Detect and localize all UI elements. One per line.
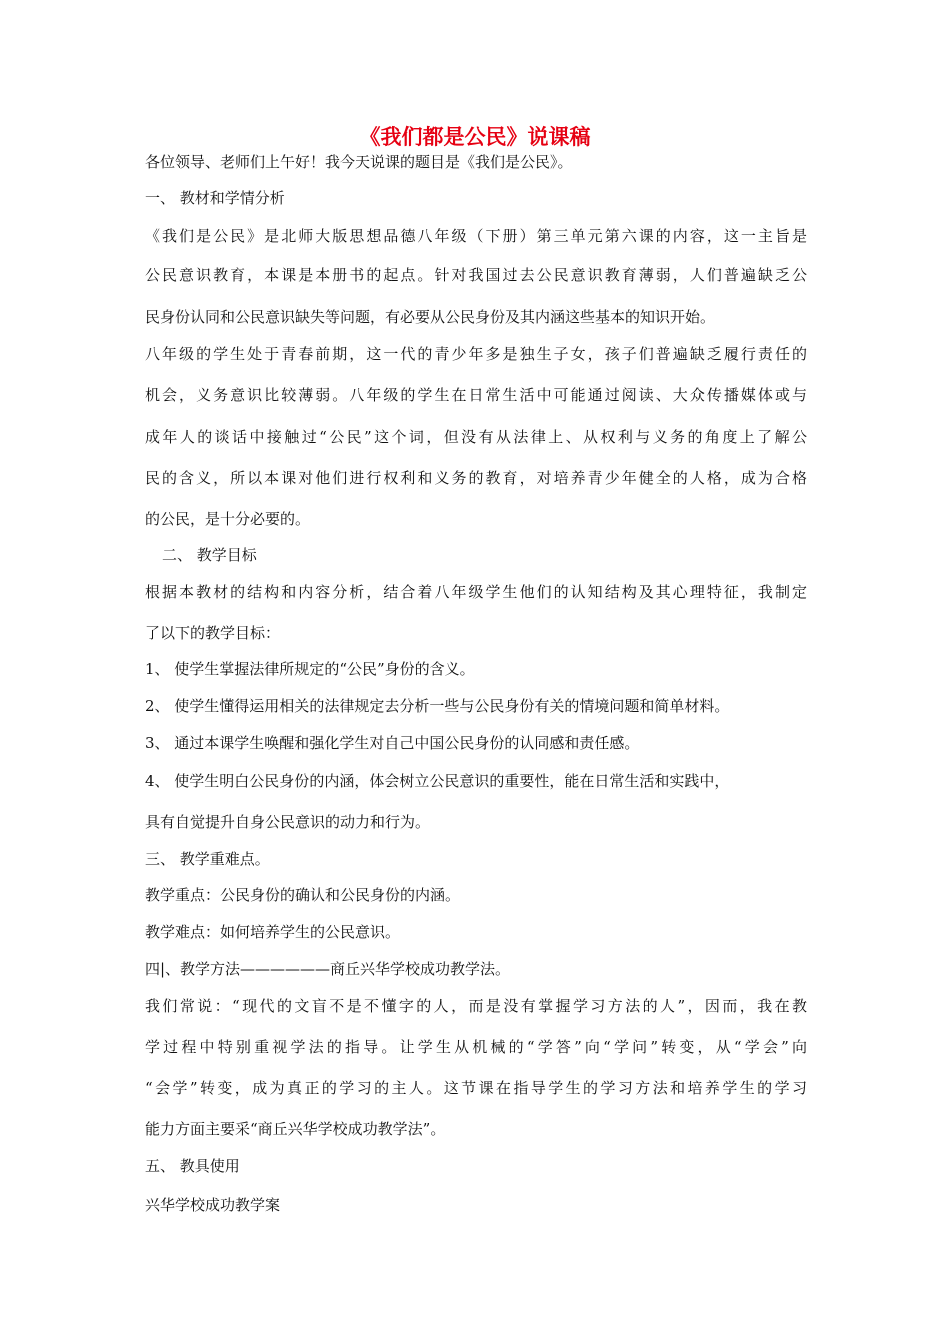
paragraph-line: 成年人的谈话中接触过“公民”这个词，但没有从法律上、从权利与义务的角度上了解公 xyxy=(145,428,807,446)
paragraph-line: 能力方面主要采“商丘兴华学校成功教学法”。 xyxy=(145,1120,446,1138)
paragraph-line: 根据本教材的结构和内容分析，结合着八年级学生他们的认知结构及其心理特征，我制定 xyxy=(145,583,807,601)
greeting-line: 各位领导、老师们上午好！我今天说课的题目是《我们是公民》。 xyxy=(145,153,573,171)
paragraph-line: 兴华学校成功教学案 xyxy=(145,1196,281,1214)
paragraph-line: 八年级的学生处于青春前期，这一代的青少年多是独生子女，孩子们普遍缺乏履行责任的 xyxy=(145,345,807,363)
list-item-continuation: 具有自觉提升自身公民意识的动力和行为。 xyxy=(145,813,431,831)
paragraph-line: 机会，义务意识比较薄弱。八年级的学生在日常生活中可能通过阅读、大众传播媒体或与 xyxy=(145,386,807,404)
section-heading-4: 四|、教学方法——————商丘兴华学校成功教学法。 xyxy=(145,960,511,978)
paragraph-line: 学过程中特别重视学法的指导。让学生从机械的“学答”向“学问”转变，从“学会”向 xyxy=(145,1038,807,1056)
paragraph-line: 公民意识教育，本课是本册书的起点。针对我国过去公民意识教育薄弱，人们普遍缺乏公 xyxy=(145,266,807,284)
list-item: 2、 使学生懂得运用相关的法律规定去分析一些与公民身份有关的情境问题和简单材料。 xyxy=(145,697,730,715)
list-item: 3、 通过本课学生唤醒和强化学生对自己中国公民身份的认同感和责任感。 xyxy=(145,734,640,752)
paragraph-line: 的公民，是十分必要的。 xyxy=(145,510,311,528)
paragraph-line: 我们常说：“现代的文盲不是不懂字的人，而是没有掌握学习方法的人”，因而，我在教 xyxy=(145,997,807,1015)
document-title: 《我们都是公民》说课稿 xyxy=(359,124,591,149)
paragraph-line: 《我们是公民》是北师大版思想品德八年级（下册）第三单元第六课的内容，这一主旨是 xyxy=(145,227,807,245)
paragraph-line: 民身份认同和公民意识缺失等问题，有必要从公民身份及其内涵这些基本的知识开始。 xyxy=(145,308,716,326)
list-item: 4、 使学生明白公民身份的内涵，体会树立公民意识的重要性，能在日常生活和实践中， xyxy=(145,772,730,790)
paragraph-line: 了以下的教学目标： xyxy=(145,624,281,642)
paragraph-line: 民的含义，所以本课对他们进行权利和义务的教育，对培养青少年健全的人格，成为合格 xyxy=(145,469,807,487)
paragraph-line: 教学重点：公民身份的确认和公民身份的内涵。 xyxy=(145,886,461,904)
section-heading-1: 一、 教材和学情分析 xyxy=(145,189,285,207)
section-heading-3: 三、 教学重难点。 xyxy=(145,850,270,868)
list-item: 1、 使学生掌握法律所规定的“公民”身份的含义。 xyxy=(145,660,475,678)
section-heading-5: 五、 教具使用 xyxy=(145,1157,240,1175)
paragraph-line: 教学难点：如何培养学生的公民意识。 xyxy=(145,923,401,941)
section-heading-2: 二、 教学目标 xyxy=(162,546,257,564)
paragraph-line: “会学”转变，成为真正的学习的主人。这节课在指导学生的学习方法和培养学生的学习 xyxy=(145,1079,807,1097)
